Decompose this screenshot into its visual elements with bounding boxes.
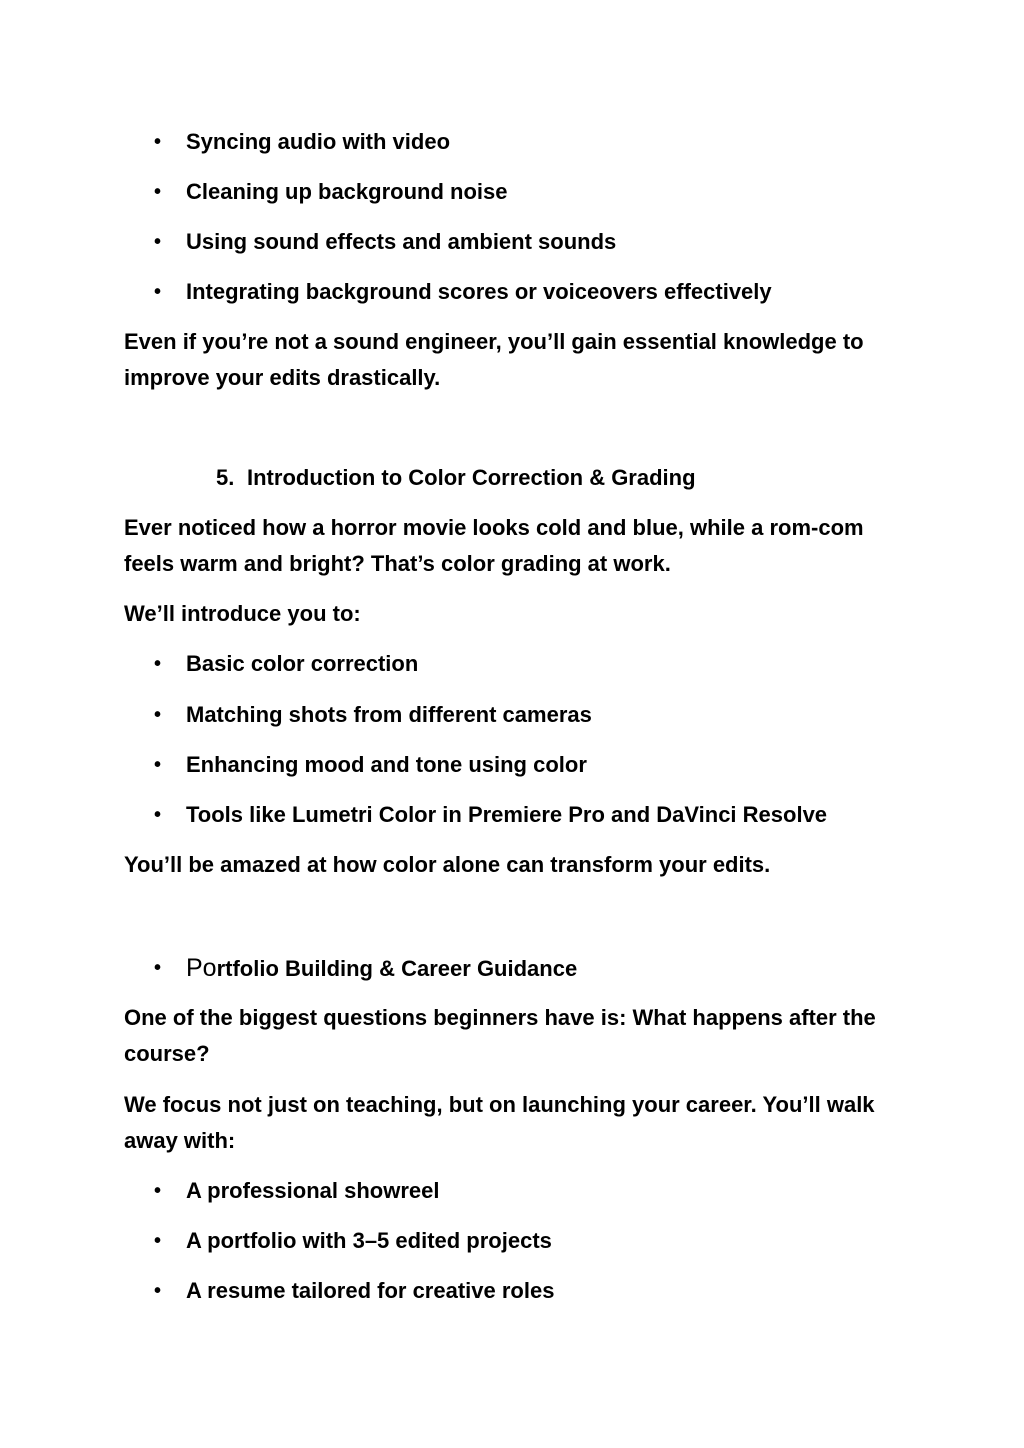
list-item: A resume tailored for creative roles xyxy=(186,1278,555,1303)
section-heading: Introduction to Color Correction & Grading xyxy=(247,465,696,490)
color-lead-paragraph: We’ll introduce you to: xyxy=(124,601,361,626)
portfolio-heading xyxy=(186,950,577,987)
list-item: Cleaning up background noise xyxy=(186,179,508,204)
bullet-marker: • xyxy=(154,131,162,153)
bullet-marker: • xyxy=(154,704,162,726)
list-item: Using sound effects and ambient sounds xyxy=(186,229,617,254)
section-number: 5. xyxy=(216,465,235,490)
heading-first-letters: Po xyxy=(186,954,217,982)
list-item: Basic color correction xyxy=(186,651,419,676)
portfolio-question-paragraph: One of the biggest questions beginners have is: What happens after the course? xyxy=(124,1005,876,1066)
list-item: Integrating background scores or voiceovers effectively xyxy=(186,279,772,304)
bullet-marker: • xyxy=(154,1280,162,1302)
color-intro-paragraph: Ever noticed how a horror movie looks cold and blue, while a rom-com feels warm and bright? That’s color grading at work. xyxy=(124,515,864,576)
audio-summary-paragraph: Even if you’re not a sound engineer, you’ll gain essential knowledge to improve your edits drastically. xyxy=(124,329,864,390)
bullet-marker: • xyxy=(154,231,162,253)
bullet-marker: • xyxy=(154,804,162,826)
bullet-marker: • xyxy=(154,754,162,776)
bullet-marker: • xyxy=(154,1180,162,1202)
heading-rest: rtfolio Building & Career Guidance xyxy=(216,956,578,981)
list-item: A portfolio with 3–5 edited projects xyxy=(186,1228,552,1253)
bullet-marker: • xyxy=(154,1230,162,1252)
list-item: Syncing audio with video xyxy=(186,129,451,154)
bullet-marker: • xyxy=(154,281,162,303)
list-item: A professional showreel xyxy=(186,1178,440,1203)
color-summary-paragraph: You’ll be amazed at how color alone can transform your edits. xyxy=(124,852,771,877)
list-item: Tools like Lumetri Color in Premiere Pro and DaVinci Resolve xyxy=(186,802,828,827)
list-item: Enhancing mood and tone using color xyxy=(186,752,587,777)
list-item: Matching shots from different cameras xyxy=(186,702,592,727)
bullet-marker: • xyxy=(154,957,162,979)
bullet-marker: • xyxy=(154,653,162,675)
bullet-marker: • xyxy=(154,181,162,203)
portfolio-focus-paragraph: We focus not just on teaching, but on launching your career. You’ll walk away with: xyxy=(124,1092,875,1153)
